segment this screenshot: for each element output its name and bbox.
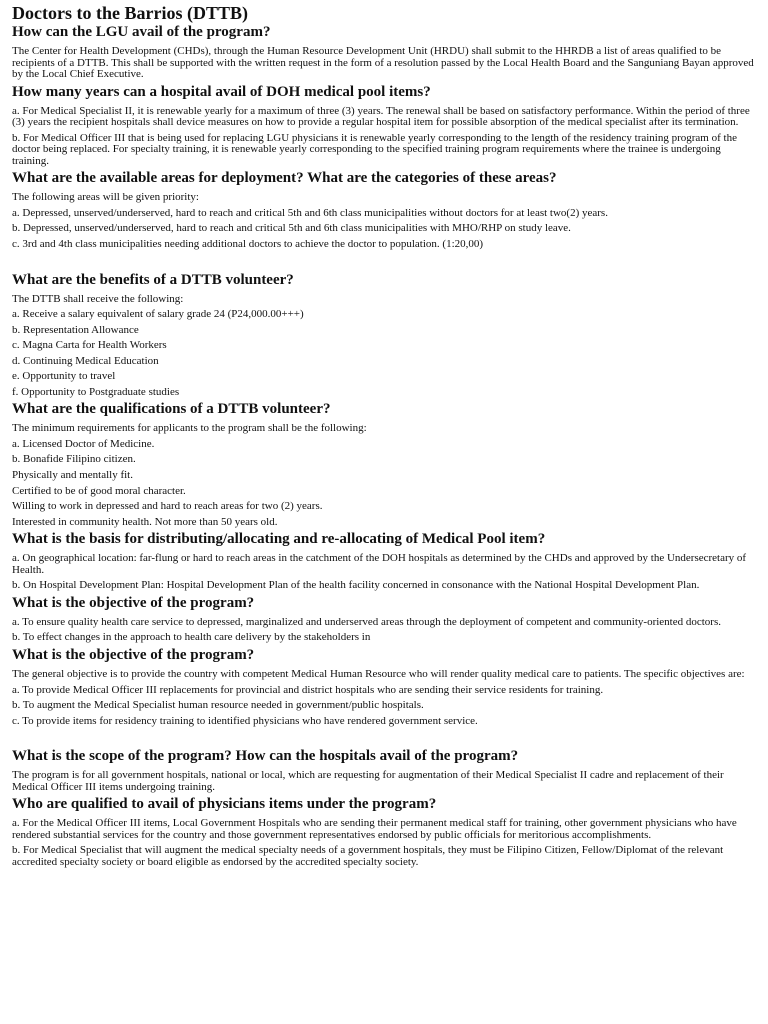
- section-heading: What is the basis for distributing/allocating and re-allocating of Medical Pool item?: [12, 531, 546, 548]
- section-paragraph: The following areas will be given priority:: [12, 191, 199, 204]
- section-heading: Who are qualified to avail of physicians items under the program?: [12, 796, 437, 813]
- section-paragraph: c. 3rd and 4th class municipalities needing additional doctors to achieve the doctor to population. (1:20,00): [12, 238, 484, 251]
- list-item: d. Continuing Medical Education: [12, 354, 159, 367]
- section-paragraph: b. To augment the Medical Specialist human resource needed in government/public hospitals.: [12, 699, 424, 712]
- document-title: Doctors to the Barrios (DTTB): [12, 3, 248, 23]
- list-item: Willing to work in depressed and hard to reach areas for two (2) years.: [12, 500, 323, 513]
- list-item: a. Licensed Doctor of Medicine.: [12, 437, 155, 450]
- section-paragraph: The program is for all government hospitals, national or local, which are requesting for augmentation of their Medical Specialist II cadre and replacement of their Medical Officer III items undergoing training.: [12, 769, 724, 793]
- section-paragraph: b. On Hospital Development Plan: Hospital Development Plan of the health facility concerned in consonance with the National Hospital Development Plan.: [12, 579, 700, 592]
- section-paragraph: a. To provide Medical Officer III replacements for provincial and district hospitals who are sending their service residents for training.: [12, 683, 604, 696]
- section-paragraph: The minimum requirements for applicants to the program shall be the following:: [12, 422, 367, 435]
- list-item: Certified to be of good moral character.: [12, 484, 186, 497]
- section-paragraph: a. For the Medical Officer III items, Local Government Hospitals who are sending their permanent medical staff for training, other government physicians who have rendered substantial services for the country and those government representatives endorsed by public officials for meritorious accomplishments.: [12, 817, 737, 841]
- list-item: Physically and mentally fit.: [12, 469, 133, 482]
- section-heading: What is the objective of the program?: [12, 646, 255, 663]
- section-paragraph: c. To provide items for residency training to identified physicians who have rendered government service.: [12, 714, 478, 727]
- section-heading: What are the qualifications of a DTTB volunteer?: [12, 401, 331, 418]
- section-paragraph: a. Depressed, unserved/underserved, hard to reach and critical 5th and 6th class municipalities without doctors for at least two(2) years.: [12, 206, 608, 219]
- section-paragraph: The general objective is to provide the country with competent Medical Human Resource who will render quality medical care to patients. The specific objectives are:: [12, 667, 745, 680]
- list-item: a. Receive a salary equivalent of salary grade 24 (P24,000.00+++): [12, 308, 304, 321]
- section-paragraph: a. To ensure quality health care service to depressed, marginalized and underserved areas through the deployment of competent and community-oriented doctors.: [12, 615, 721, 628]
- list-item: b. Representation Allowance: [12, 323, 139, 336]
- list-item: b. Bonafide Filipino citizen.: [12, 453, 136, 466]
- section-heading: How can the LGU avail of the program?: [12, 24, 271, 40]
- list-item: f. Opportunity to Postgraduate studies: [12, 385, 180, 398]
- section-heading: How many years can a hospital avail of DOH medical pool items?: [12, 83, 431, 100]
- section-heading: What is the scope of the program? How can the hospitals avail of the program?: [12, 748, 519, 765]
- section-paragraph: b. To effect changes in the approach to health care delivery by the stakeholders in: [12, 631, 371, 644]
- section-heading: What are the available areas for deployment? What are the categories of these areas?: [12, 170, 557, 187]
- section-heading: What is the objective of the program?: [12, 594, 255, 611]
- section-paragraph: The DTTB shall receive the following:: [12, 292, 184, 305]
- section-paragraph: b. Depressed, unserved/underserved, hard to reach and critical 5th and 6th class municipalities with MHO/RHP on study leave.: [12, 222, 571, 235]
- section-paragraph: a. For Medical Specialist II, it is renewable yearly for a maximum of three (3) years. The renewal shall be based on satisfactory performance. Within the period of three (3) years the recipient hospitals shall device measures on how to provide a regular hospital item for possible absorption of the medical specialist after its termination.: [12, 104, 750, 129]
- section-paragraph: b. For Medical Officer III that is being used for replacing LGU physicians it is renewable yearly corresponding to the length of the residency training program of the doctor being replaced. For specialty training, it is renewable yearly corresponding to the specified training program requirements where the trainee is undergoing training.: [12, 131, 737, 167]
- section-heading: What are the benefits of a DTTB volunteer?: [12, 271, 294, 288]
- section-paragraph: The Center for Health Development (CHDs), through the Human Resource Development Unit (HRDU) shall submit to the HHRDB a list of areas qualified to be recipients of a DTTB. This shall be supported with the written request in the form of a resolution passed by the Local Health Board and the Sanguniang Bayan approved by the Local Chief Executive.: [12, 45, 754, 81]
- section-paragraph: b. For Medical Specialist that will augment the medical specialty needs of a government hospitals, they must be Filipino Citizen, Fellow/Diplomat of the relevant accredited specialty society or board eligible as endorsed by the accredited specialty society.: [12, 844, 724, 868]
- list-item: e. Opportunity to travel: [12, 370, 116, 383]
- section-gap: [12, 255, 756, 271]
- list-item: Interested in community health. Not more than 50 years old.: [12, 515, 278, 528]
- list-item: c. Magna Carta for Health Workers: [12, 339, 167, 352]
- section-paragraph: a. On geographical location: far-flung or hard to reach areas in the catchment of the DOH hospitals as determined by the CHDs and approved by the Undersecretary of Health.: [12, 552, 747, 576]
- section-gap: [12, 731, 756, 747]
